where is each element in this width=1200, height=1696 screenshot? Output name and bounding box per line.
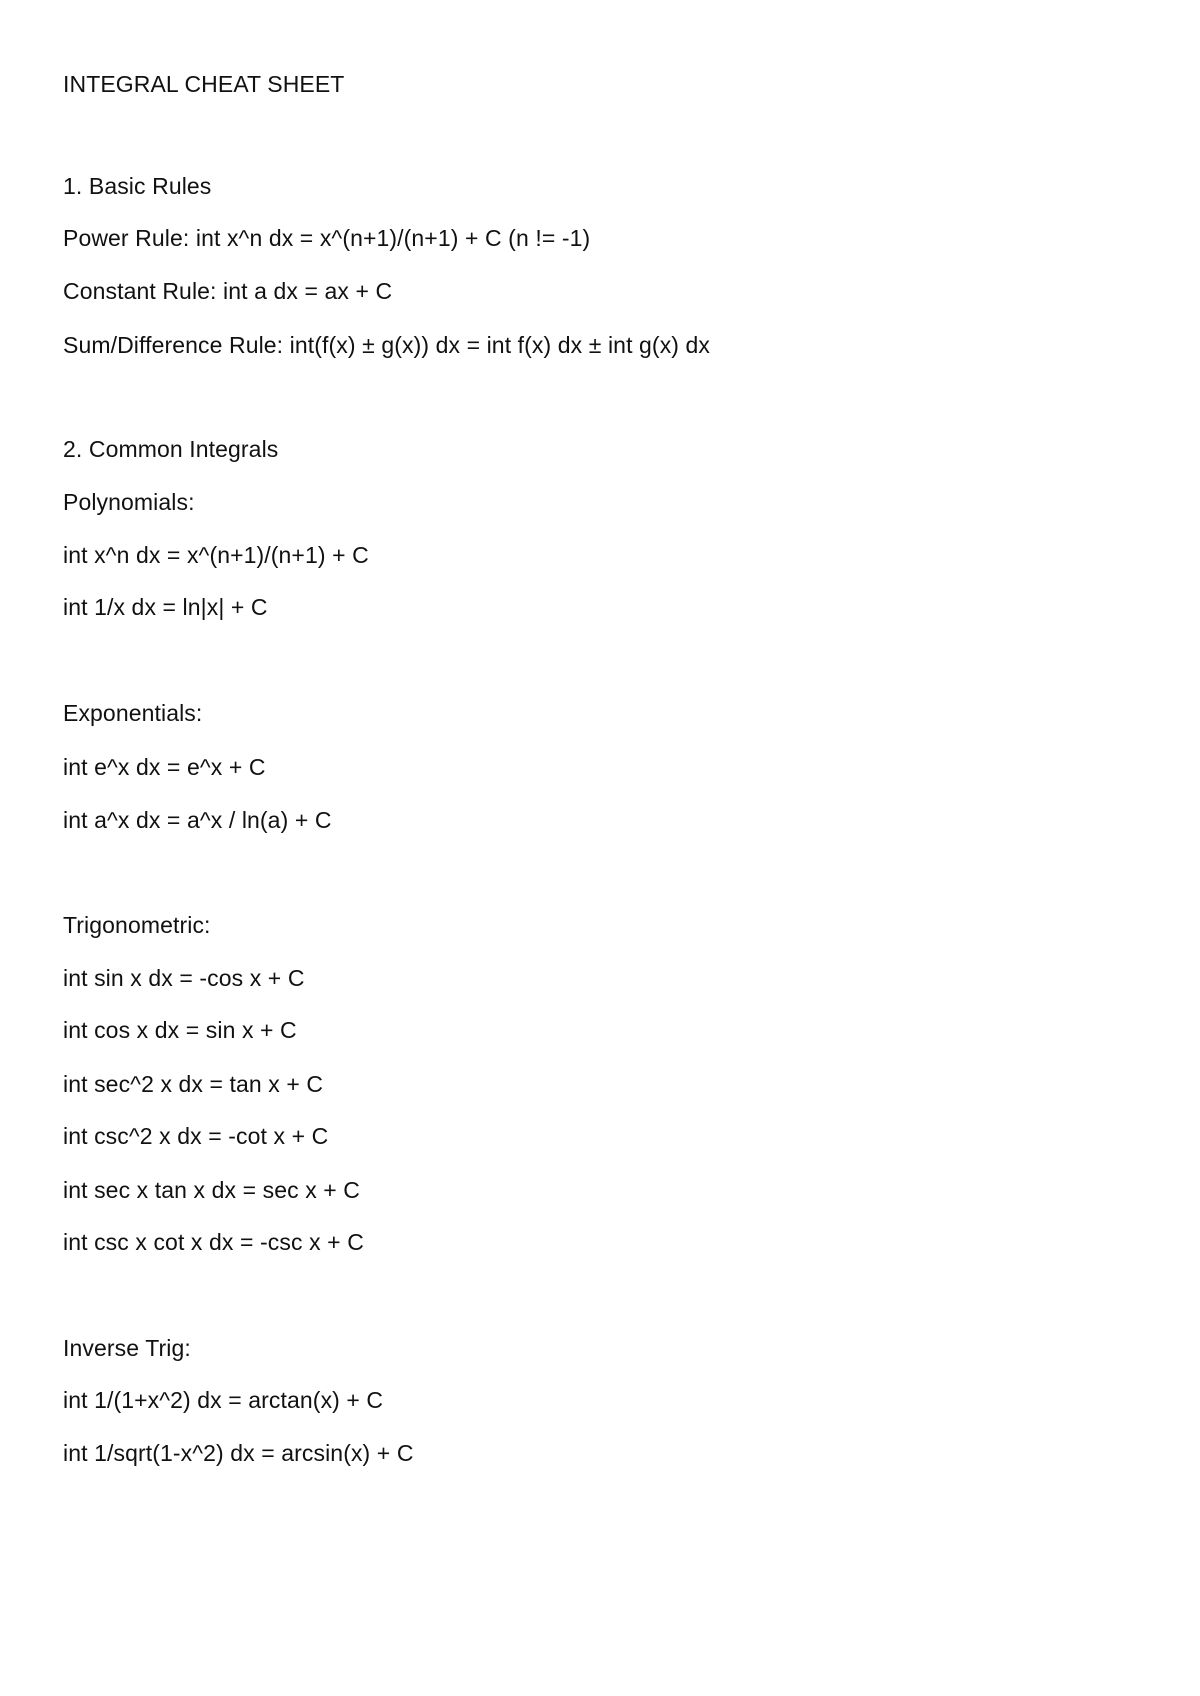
group-label-inverse-trig: Inverse Trig: [63,1335,191,1361]
formula-line: int x^n dx = x^(n+1)/(n+1) + C [63,542,369,568]
formula-line: int a^x dx = a^x / ln(a) + C [63,807,332,833]
document-title: INTEGRAL CHEAT SHEET [63,71,345,97]
formula-line: int sec^2 x dx = tan x + C [63,1071,324,1097]
formula-line: int csc x cot x dx = -csc x + C [63,1229,364,1255]
formula-line: int 1/x dx = ln|x| + C [63,594,268,620]
rule-line-constant: Constant Rule: int a dx = ax + C [63,278,393,304]
rule-line-power: Power Rule: int x^n dx = x^(n+1)/(n+1) + C (n != -1) [63,225,591,251]
section-heading-basic-rules: 1. Basic Rules [63,173,212,199]
formula-line: int e^x dx = e^x + C [63,754,266,780]
rule-line-sum-difference: Sum/Difference Rule: int(f(x) ± g(x)) dx = int f(x) dx ± int g(x) dx [63,332,711,358]
formula-line: int sec x tan x dx = sec x + C [63,1177,361,1203]
section-heading-common-integrals: 2. Common Integrals [63,436,279,462]
formula-line: int 1/sqrt(1-x^2) dx = arcsin(x) + C [63,1440,414,1466]
formula-line: int csc^2 x dx = -cot x + C [63,1123,329,1149]
formula-line: int sin x dx = -cos x + C [63,965,305,991]
group-label-polynomials: Polynomials: [63,489,195,515]
formula-line: int 1/(1+x^2) dx = arctan(x) + C [63,1387,384,1413]
group-label-exponentials: Exponentials: [63,700,203,726]
formula-line: int cos x dx = sin x + C [63,1017,297,1043]
group-label-trigonometric: Trigonometric: [63,912,211,938]
